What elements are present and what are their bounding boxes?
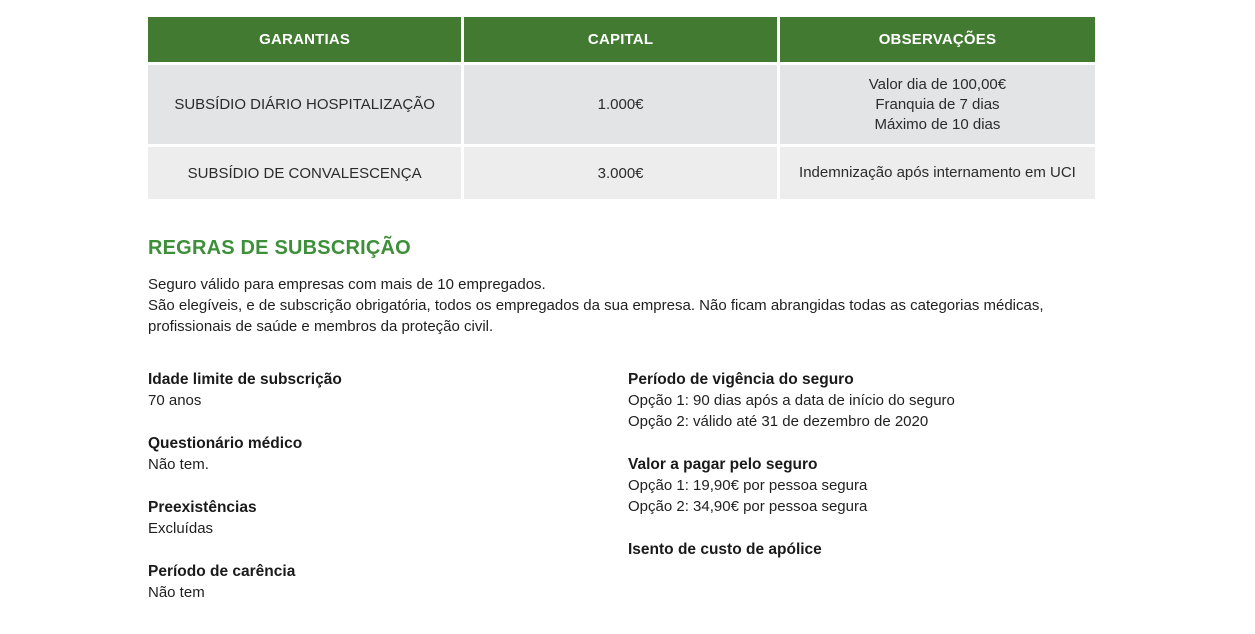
header-capital: CAPITAL: [464, 17, 777, 62]
rule-value: Não tem: [148, 584, 205, 601]
coverage-table: [145, 14, 1098, 202]
rule-value: Opção 2: válido até 31 de dezembro de 2020: [628, 413, 929, 430]
header-observacoes: OBSERVAÇÕES: [780, 17, 1095, 62]
rule-value: Excluídas: [148, 520, 214, 537]
rule-waiting-period: [148, 561, 568, 603]
cell-observacoes: [780, 65, 1095, 144]
header-garantias: GARANTIAS: [148, 17, 461, 62]
observation-line: Indemnização após internamento em UCI: [799, 164, 1076, 181]
rule-validity-period: [628, 369, 1108, 432]
rule-value: Opção 1: 19,90€ por pessoa segura: [628, 477, 868, 494]
table-row: [148, 147, 1095, 199]
cell-garantia: SUBSÍDIO DIÁRIO HOSPITALIZAÇÃO: [148, 65, 461, 144]
table-row: [148, 65, 1095, 144]
rule-label: Período de vigência do seguro: [628, 371, 854, 388]
observation-line: Valor dia de 100,00€: [868, 75, 1007, 93]
cell-capital: 1.000€: [464, 65, 777, 144]
cell-capital: 3.000€: [464, 147, 777, 199]
rule-policy-fee-exempt: [628, 539, 1108, 560]
observation-line: Máximo de 10 dias: [874, 115, 1001, 133]
rule-value: Opção 2: 34,90€ por pessoa segura: [628, 498, 868, 515]
rule-label: Questionário médico: [148, 435, 303, 452]
rule-label: Valor a pagar pelo seguro: [628, 456, 818, 473]
cell-observacoes: [780, 147, 1095, 199]
intro-text: [148, 274, 1108, 337]
rule-label: Idade limite de subscrição: [148, 371, 342, 388]
observation-line: Franquia de 7 dias: [875, 95, 1000, 113]
section-title: REGRAS DE SUBSCRIÇÃO: [148, 237, 411, 259]
cell-garantia: SUBSÍDIO DE CONVALESCENÇA: [148, 147, 461, 199]
rule-value: Opção 1: 90 dias após a data de início do seguro: [628, 392, 955, 409]
rule-label: Isento de custo de apólice: [628, 541, 822, 558]
rule-medical-questionnaire: [148, 433, 568, 475]
intro-paragraph: São elegíveis, e de subscrição obrigatória, todos os empregados da sua empresa. Não ficam abrangidas todas as categorias médicas, profissionais de saúde e membros da proteção civil.: [148, 297, 1044, 335]
rules-left-column: [148, 369, 568, 625]
rule-preexisting: [148, 497, 568, 539]
rule-label: Período de carência: [148, 563, 296, 580]
rule-price: [628, 454, 1108, 517]
table-header-row: [148, 17, 1095, 62]
rules-right-column: [628, 369, 1108, 582]
rule-age-limit: [148, 369, 568, 411]
rule-label: Preexistências: [148, 499, 257, 516]
intro-paragraph: Seguro válido para empresas com mais de 10 empregados.: [148, 276, 546, 293]
rule-value: Não tem.: [148, 456, 209, 473]
rule-value: 70 anos: [148, 392, 202, 409]
